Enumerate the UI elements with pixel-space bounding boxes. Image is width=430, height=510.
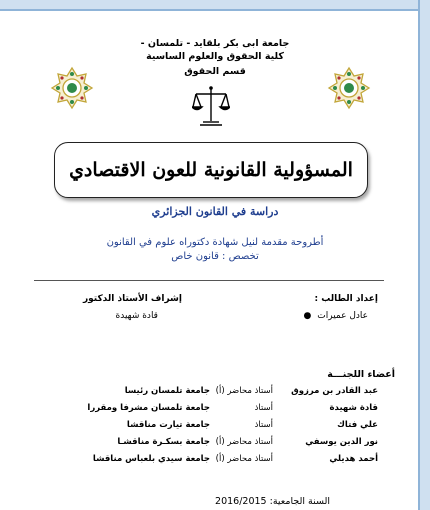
member-rank: أستاذ محاضر (أ) [215, 437, 273, 447]
separator-line [34, 280, 384, 281]
faculty-name: كلية الحقوق والعلوم الساسية [146, 51, 284, 62]
member-rank: أستاذ محاضر (أ) [215, 386, 273, 396]
committee-row [0, 437, 430, 451]
supervisor-name: قادة شهيدة [115, 311, 158, 321]
committee-row [0, 454, 430, 468]
member-name: علي فتاك [337, 420, 378, 430]
member-rank: أستاذ [254, 420, 273, 430]
committee-row [0, 403, 430, 417]
student-label: إعداد الطالب : [314, 294, 378, 304]
arabesque-emblem-icon [50, 66, 94, 110]
student-name [304, 311, 368, 321]
committee-title: أعضاء اللجنـــة [327, 369, 395, 380]
member-name: نور الدين يوسفي [305, 437, 378, 447]
committee-row [0, 386, 430, 400]
academic-year: السنة الجامعية: 2016/2015 [215, 496, 330, 507]
member-name: قادة شهيدة [329, 403, 378, 413]
university-name: جامعة ابى بكر بلقايد - تلمسان - [140, 38, 290, 49]
arabesque-emblem-icon [327, 66, 371, 110]
title-box [54, 142, 368, 198]
scales-of-justice-icon [192, 85, 230, 127]
member-name: عبد القادر بن مرزوق [291, 386, 378, 396]
thesis-title: المسؤولية القانونية للعون الاقتصادي [69, 159, 353, 181]
student-name-text: عادل عميرات [317, 311, 368, 321]
department-name: قسم الحقوق [184, 66, 246, 77]
member-role: جامعة تلمسان رئيسا [124, 386, 210, 396]
thesis-specialty: تخصص : قانون خاص [171, 251, 259, 262]
member-role: جامعة تيارت مناقشا [126, 420, 210, 430]
page-border-top [0, 0, 420, 11]
bullet-icon: ● [303, 311, 312, 321]
member-rank: أستاذ محاضر (أ) [215, 454, 273, 464]
member-rank: أستاذ [254, 403, 273, 413]
committee-row [0, 420, 430, 434]
supervisor-label: إشراف الأستاذ الدكتور [82, 294, 182, 304]
member-name: أحمد هديلي [329, 454, 378, 464]
member-role: جامعة بسكـرة مناقشـا [117, 437, 210, 447]
member-role: جامعة سيدي بلعباس مناقشا [92, 454, 210, 464]
member-role: جامعة تلمسان مشرفا ومقررا [87, 403, 210, 413]
thesis-degree: أطروحة مقدمة لنيل شهادة دكتوراه علوم في القانون [106, 237, 324, 248]
thesis-subtitle: دراسة في القانون الجزائري [151, 205, 279, 218]
